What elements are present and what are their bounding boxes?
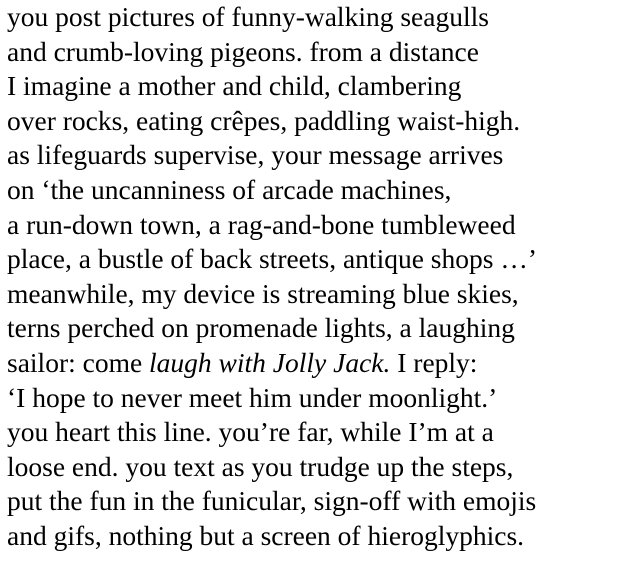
poem-line: place, a bustle of back streets, antique shops …’ bbox=[7, 243, 537, 275]
poem-line: terns perched on promenade lights, a laughing bbox=[7, 312, 515, 344]
poem-line: you post pictures of funny-walking seagulls bbox=[7, 1, 489, 32]
poem-line: and crumb-loving pigeons. from a distance bbox=[7, 35, 479, 67]
poem-line: and gifs, nothing but a screen of hieroglyphics. bbox=[7, 519, 525, 551]
poem-line: on ‘the uncanniness of arcade machines, bbox=[7, 173, 452, 205]
poem-line-text-before: sailor: come bbox=[7, 346, 150, 378]
poem-line: meanwhile, my device is streaming blue skies, bbox=[7, 277, 519, 309]
poem-line: loose end. you text as you trudge up the steps, bbox=[7, 450, 514, 482]
poem-line: ‘I hope to never meet him under moonlight.’ bbox=[7, 381, 498, 413]
poem-line: as lifeguards supervise, your message arrives bbox=[7, 139, 504, 171]
poem-line: a run-down town, a rag-and-bone tumbleweed bbox=[7, 208, 516, 240]
poem-line bbox=[7, 346, 537, 381]
poem-line: I imagine a mother and child, clambering bbox=[7, 70, 462, 102]
poem-line: put the fun in the funicular, sign-off with emojis bbox=[7, 485, 537, 517]
poem-text bbox=[7, 0, 537, 554]
poem-line-text-after: I reply: bbox=[390, 346, 478, 378]
poem-line: over rocks, eating crêpes, paddling waist-high. bbox=[7, 104, 521, 136]
poem-line-italic-phrase: laugh with Jolly Jack. bbox=[149, 346, 391, 378]
poem-line: you heart this line. you’re far, while I’m at a bbox=[7, 416, 494, 448]
